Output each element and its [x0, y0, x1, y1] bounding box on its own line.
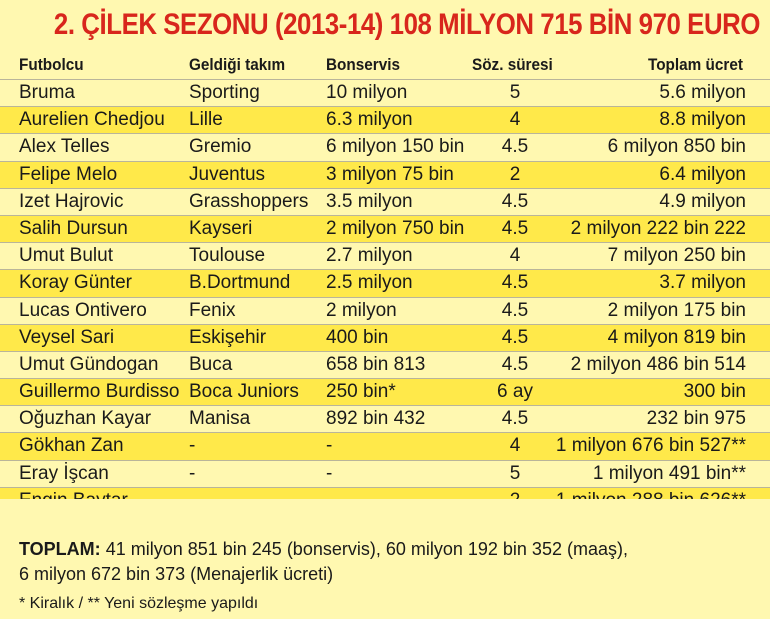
cell-duration: 6 ay [497, 381, 533, 403]
cell-club: B.Dortmund [189, 272, 291, 294]
cell-club: Sporting [189, 82, 260, 103]
transfer-table [0, 79, 770, 514]
cell-player: Felipe Melo [19, 163, 118, 185]
cell-player: Alex Telles [19, 136, 110, 158]
table-row [0, 161, 770, 188]
cell-duration: 4.5 [501, 190, 529, 212]
cell-total: 6.4 milyon [659, 163, 746, 185]
cell-bonservis: 3.5 milyon [326, 190, 413, 212]
cell-bonservis: 400 bin [326, 326, 389, 348]
table-row [0, 242, 770, 269]
cell-duration: 4.5 [501, 136, 529, 158]
cell-total: 1 milyon 491 bin** [592, 462, 746, 484]
cell-total: 2 milyon 486 bin 514 [570, 353, 746, 375]
cell-player: Umut Bulut [19, 245, 113, 267]
table-row [0, 106, 770, 133]
header-club: Geldiği takım [189, 55, 286, 74]
cell-bonservis: 658 bin 813 [326, 353, 426, 375]
cell-bonservis: 250 bin* [326, 381, 396, 403]
cell-total: 2 milyon 222 bin 222 [570, 217, 746, 239]
cell-duration: 4 [509, 109, 521, 131]
summary-label: TOPLAM: [19, 539, 101, 559]
cell-player: Izet Hajrovic [19, 190, 124, 212]
cell-total: 232 bin 975 [646, 408, 746, 430]
cell-bonservis: 6.3 milyon [326, 109, 413, 131]
cell-duration: 4.5 [501, 408, 529, 430]
cell-club: - [189, 462, 196, 484]
cell-club: Juventus [189, 163, 266, 185]
cell-duration: 5 [509, 82, 521, 103]
table-row [0, 215, 770, 242]
cell-club: Eskişehir [189, 326, 267, 348]
header-total: Toplam ücret [648, 55, 743, 74]
cell-player: Oğuzhan Kayar [19, 408, 152, 430]
cell-duration: 4.5 [501, 299, 529, 321]
cell-bonservis: 2.5 milyon [326, 272, 413, 294]
footnote: * Kiralık / ** Yeni sözleşme yapıldı [19, 595, 259, 612]
table-header [0, 52, 770, 78]
page-title: 2. ÇİLEK SEZONU (2013-14) 108 MİLYON 715 BİN 970 EURO [53, 8, 760, 41]
table-row [0, 188, 770, 215]
cell-player: Guillermo Burdisso [19, 381, 180, 403]
cell-bonservis: 892 bin 432 [326, 408, 426, 430]
cell-club: Grasshoppers [189, 190, 309, 212]
table-row [0, 378, 770, 405]
cell-total: 7 milyon 250 bin [607, 245, 746, 267]
cell-duration: 4 [509, 435, 521, 457]
cell-player: Gökhan Zan [19, 435, 124, 457]
cell-player: Bruma [19, 82, 75, 103]
cell-club: Toulouse [189, 245, 266, 267]
cell-total: 4 milyon 819 bin [607, 326, 746, 348]
table-row [0, 297, 770, 324]
summary-line1: 41 milyon 851 bin 245 (bonservis), 60 milyon 192 bin 352 (maaş), [105, 539, 628, 559]
cell-total: 3.7 milyon [659, 272, 746, 294]
cell-duration: 4.5 [501, 272, 529, 294]
table-row [0, 460, 770, 487]
cell-total: 8.8 milyon [659, 109, 746, 131]
cell-bonservis: 2 milyon [326, 299, 397, 321]
cell-club: Buca [189, 353, 233, 375]
cell-player: Eray İşcan [19, 462, 109, 484]
table-spacer [0, 499, 770, 535]
summary [19, 537, 759, 587]
table-row [0, 79, 770, 106]
cell-club: Lille [189, 109, 223, 131]
header-player: Futbolcu [19, 55, 84, 74]
table-row [0, 432, 770, 459]
cell-bonservis: - [326, 462, 333, 484]
cell-player: Lucas Ontivero [19, 299, 147, 321]
table-row [0, 351, 770, 378]
table-row [0, 324, 770, 351]
cell-player: Umut Gündogan [19, 353, 159, 375]
cell-duration: 4.5 [501, 353, 529, 375]
cell-duration: 4.5 [501, 217, 529, 239]
cell-club: Kayseri [189, 217, 253, 239]
cell-player: Aurelien Chedjou [19, 109, 165, 131]
cell-bonservis: 2.7 milyon [326, 245, 413, 267]
cell-duration: 2 [509, 163, 521, 185]
cell-total: 1 milyon 676 bin 527** [555, 435, 746, 457]
table-row [0, 405, 770, 432]
cell-duration: 4 [509, 245, 521, 267]
cell-bonservis: 2 milyon 750 bin [326, 217, 465, 239]
header-bonservis: Bonservis [326, 55, 400, 74]
cell-club: - [189, 435, 196, 457]
table-row [0, 133, 770, 160]
cell-duration: 5 [509, 462, 521, 484]
cell-bonservis: 3 milyon 75 bin [326, 163, 454, 185]
cell-player: Veysel Sari [19, 326, 115, 348]
cell-club: Boca Juniors [189, 381, 299, 403]
cell-duration: 4.5 [501, 326, 529, 348]
cell-bonservis: - [326, 435, 333, 457]
cell-club: Gremio [189, 136, 252, 158]
cell-player: Salih Dursun [19, 217, 128, 239]
cell-total: 2 milyon 175 bin [607, 299, 746, 321]
cell-bonservis: 10 milyon [326, 82, 408, 103]
summary-line2: 6 milyon 672 bin 373 (Menajerlik ücreti) [19, 564, 334, 584]
cell-player: Koray Günter [19, 272, 132, 294]
cell-total: 300 bin [683, 381, 746, 403]
cell-total: 4.9 milyon [659, 190, 746, 212]
cell-total: 5.6 milyon [659, 82, 746, 103]
table-row [0, 269, 770, 296]
cell-club: Fenix [189, 299, 236, 321]
cell-total: 6 milyon 850 bin [607, 136, 746, 158]
cell-bonservis: 6 milyon 150 bin [326, 136, 465, 158]
header-duration: Söz. süresi [472, 55, 553, 74]
cell-club: Manisa [189, 408, 251, 430]
